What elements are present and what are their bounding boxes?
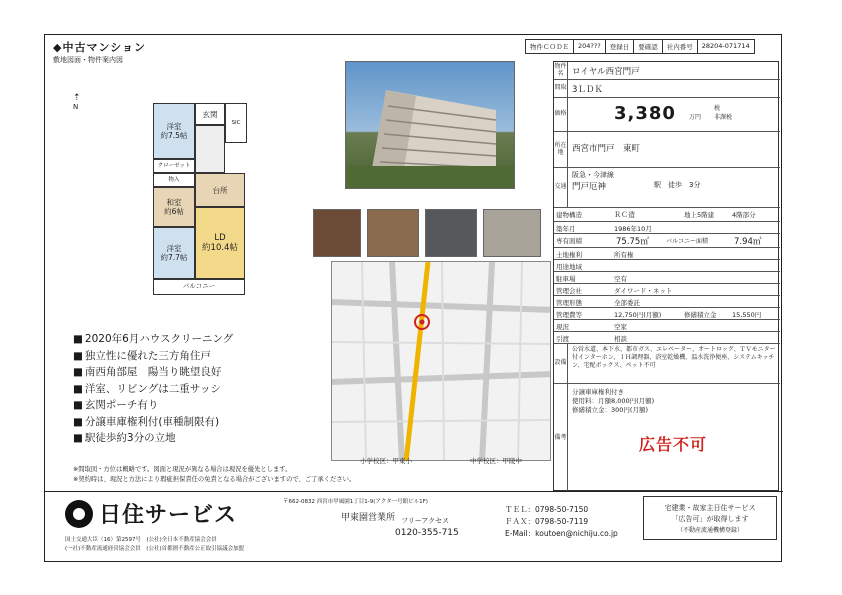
row-price: 価格 3,380 万円 税 非課税 [554,98,780,132]
property-sheet [44,34,782,562]
school-district-caption [331,453,551,467]
tel-line: ＴＥＬ：0798-50-7150 [505,505,589,514]
price-value: 3,380 [614,103,676,124]
parking-value: 空有 [614,275,627,283]
location-map [331,261,551,461]
feature-item: ■ 南西角部屋 陽当り眺望良好 [73,364,233,381]
floor-plan [67,67,267,307]
north-label: N [73,103,79,111]
completion-value: 1986年10月 [614,225,652,233]
footer [45,491,783,563]
station-name: 門戸厄神 [572,182,607,192]
registration-value: 要確認 [634,40,663,53]
facilities-text: 公営水道、本下水、都市ガス、エレベーター、オートロック、ＴＶモニター付インターホン、ＩＨ調理器、浴室乾燥機、温水洗浄便座、システムキッチン、宅配ボックス、ペット不可 [572,346,776,369]
company-no-value: 28204-071714 [701,42,750,50]
tax-note: 税 非課税 [714,105,733,121]
building-photo [345,61,515,189]
code-bar [525,39,755,54]
room-shoe: SIC [225,103,247,143]
repair-value: 15,550円 [732,311,762,319]
company-logo: 日住サービス [65,498,237,529]
row-fee: 管理費等 12,750円(月額) 修繕積立金 15,550円 [554,308,780,320]
remarks-text: 分譲車庫権利付き 使用料：月額8,000円(月額) 修繕積立金：300円(月額) [572,388,655,414]
feature-item: ■ 洋室、リビングは二重サッシ [73,381,233,398]
branch-name: 甲東園営業所 [341,513,396,523]
manager-value: ダイワード・ネット [614,287,673,295]
license-line: (一社)不動産流通経営協会会員 (公社)首都圏不動産公正取引協議会加盟 [65,546,245,552]
registration-label: 登録日 [606,40,635,53]
floor-value: 4階部分 [732,211,756,219]
feature-list [73,331,233,447]
map-illustration [332,262,551,461]
elementary-school-label: 小学校区：甲東小 [360,457,412,465]
line-name: 阪急・今津線 [572,171,614,179]
row-layout: 間取 3ＬＤＫ [554,80,780,98]
free-access-label: フリーアクセス [401,517,450,525]
interior-photo [313,209,361,257]
balcony-value: 7.94㎡ [734,237,762,247]
code-label: 物件ＣＯＤＥ [526,40,574,53]
company-no-label: 社内番号 [663,40,698,53]
layout-value: 3ＬＤＫ [572,85,603,95]
free-number: 0120-355-715 [395,528,459,538]
room-storage: 物入 [153,173,195,187]
interior-photo [483,209,541,257]
row-traffic: 交通 阪急・今津線 門戸厄神 駅 徒歩 3分 [554,168,780,208]
row-facilities: 設備 公営水道、本下水、都市ガス、エレベーター、オートロック、ＴＶモニター付インターホン、ＩＨ調理器、浴室乾燥機、温水洗浄便座、システムキッチン、宅配ボックス、ペット不可 [554,344,780,384]
row-completion: 築年月 1986年10月 [554,222,780,234]
room-entrance: 玄関 [195,103,225,125]
note-line: ※契約時は、現況と方法により瑕疵担保責任の免責となる場合がございますので、ご了承ください。 [73,476,356,483]
mgmt-value: 全部委託 [614,299,640,307]
room-balcony: バルコニー [153,279,245,295]
row-parking: 駐車場 空有 [554,272,780,284]
fee-value: 12,750円(月額) [614,311,662,319]
row-manager: 管理会社 ダイワード・ネット [554,284,780,296]
walk-time: 駅 徒歩 3分 [654,181,701,189]
row-zoning: 用途地域 [554,260,780,272]
room-western-top: 洋室 約7.5帖 [153,103,195,159]
structure-value: ＲＣ造 [614,211,635,219]
room-japanese: 和室 約6帖 [153,187,195,227]
row-delivery: 引渡 相談 [554,332,780,344]
row-land: 土地権利 所有権 [554,248,780,260]
row-name: 物件名 ロイヤル西宮門戸 [554,62,780,80]
ad-not-allowed: 広告不可 [639,435,708,454]
junior-school-label: 中学校区：甲陵中 [470,457,522,465]
room-ld: LD 約10.4帖 [195,207,245,279]
code-value: 204??? [574,40,606,53]
property-name: ロイヤル西宮門戸 [572,67,640,77]
feature-item: ■ 駅徒歩約3分の立地 [73,430,233,447]
email-line: E-Mail：koutoen@nichiju.co.jp [505,529,618,538]
row-area: 専有面積 75.75㎡ バルコニー面積 7.94㎡ [554,234,780,248]
room-kitchen: 台所 [195,173,245,207]
member-box: 宅建業・故家主日住サービス 「広告可」が取得します （不動産流通機構登録） [643,496,777,540]
building-illustration [346,62,515,189]
room-western-bottom: 洋室 約7.7帖 [153,227,195,279]
feature-item: ■ 独立性に優れた三方角住戸 [73,348,233,365]
area-value: 75.75㎡ [616,237,649,247]
sheet-title: ◆中古マンション [53,41,146,54]
room-bath [195,125,225,173]
fax-line: ＦＡＸ：0798-50-7119 [505,517,589,526]
feature-item: ■ 分譲車庫権利付(車種制限有) [73,414,233,431]
feature-item: ■ 玄関ポーチ有り [73,397,233,414]
floorplan-caption: 敷地図面・物件案内図 [53,56,123,64]
property-info-table [553,61,779,491]
price-unit: 万円 [689,114,702,121]
license-line: 国土交通大臣（16）第2597号 (公社)全日本不動産協会会員 [65,537,217,543]
feature-item: ■ 2020年6月ハウスクリーニング [73,331,233,348]
land-value: 所有権 [614,251,634,259]
interior-photo [425,209,477,257]
company-logo-icon [65,500,93,528]
row-status: 現況 空家 [554,320,780,332]
row-structure: 建物構造 ＲＣ造 地上5階建 4階部分 [554,208,780,222]
status-value: 空家 [614,323,627,331]
location-value: 西宮市門戸 東町 [572,144,641,154]
delivery-value: 相談 [614,335,627,343]
north-arrow-icon: ⇡ [73,93,81,103]
note-line: ※間取図・方位は概略です。図面と現況が異なる場合は現況を優先とします。 [73,466,292,473]
row-remarks: 備考 分譲車庫権利付き 使用料：月額8,000円(月額) 修繕積立金：300円(月額) 広告不可 [554,384,780,492]
room-closet: クローゼット [153,159,195,173]
row-location: 所在地 西宮市門戸 東町 [554,132,780,168]
interior-photo [367,209,419,257]
company-address: 〒662-0832 西宮市甲風園1丁目1-9(アクタ一号館ビル1F) [283,499,428,505]
notes [73,465,355,485]
row-mgmt: 管理形態 全部委託 [554,296,780,308]
